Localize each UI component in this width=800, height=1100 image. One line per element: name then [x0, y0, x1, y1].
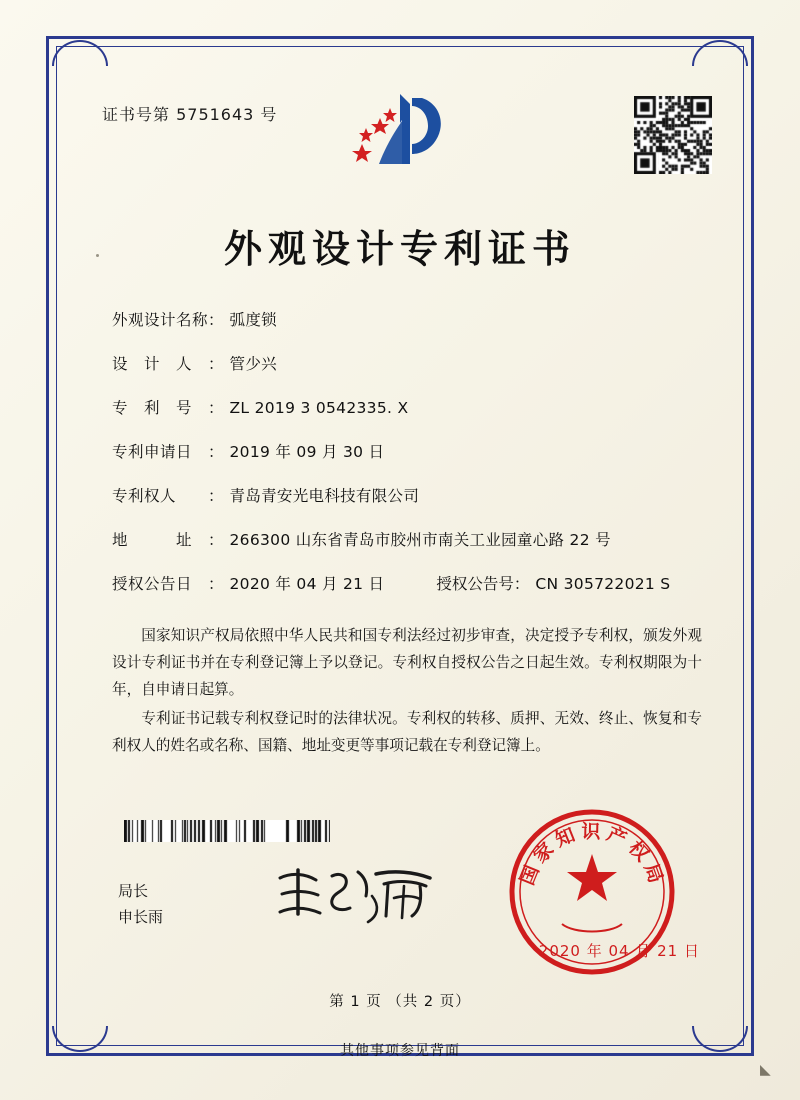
- field-design-name: [112, 308, 704, 330]
- field-label: 设 计 人: [112, 355, 193, 373]
- field-colon: ：: [513, 575, 530, 593]
- barcode: [124, 820, 330, 842]
- field-colon: ：: [208, 311, 224, 329]
- signature-role: 局长: [118, 882, 149, 900]
- field-value: 青岛青安光电科技有限公司: [229, 487, 420, 505]
- field-colon: ：: [208, 355, 224, 373]
- seal-date: 2020 年 04 月 21 日: [538, 942, 700, 960]
- field-designer: [112, 352, 704, 374]
- field-value: 弧度锁: [229, 311, 277, 329]
- field-patent-number: [112, 396, 704, 418]
- qr-code: [634, 96, 712, 174]
- field-colon: ：: [208, 443, 224, 461]
- field-value: ZL 2019 3 0542335. X: [229, 399, 409, 417]
- page-number: 第 1 页 （共 2 页）: [329, 994, 471, 1010]
- certificate-number: 证书号第 5751643 号: [102, 105, 278, 124]
- grant-date-label: 授权公告日: [112, 575, 193, 593]
- field-list: [112, 308, 704, 616]
- field-colon: ：: [208, 575, 224, 593]
- field-label: 专利权人: [112, 487, 177, 505]
- field-value: 2019 年 09 月 30 日: [229, 443, 385, 461]
- cnipa-logo-icon: [340, 90, 460, 186]
- field-label: 地 址: [112, 531, 193, 549]
- page-curl-mark: ◣: [760, 1063, 771, 1078]
- field-patentee: [112, 484, 704, 506]
- page-title: 外观设计专利证书: [223, 226, 576, 271]
- header-row: [80, 90, 720, 200]
- legal-paragraph-2: 专利证书记载专利权登记时的法律状况。专利权的转移、质押、无效、终止、恢复和专利权人的姓名或名称、国籍、地址变更等事项记载在专利登记簿上。: [112, 710, 702, 754]
- legal-paragraph-1: 国家知识产权局依照中华人民共和国专利法经过初步审查，决定授予专利权，颁发外观设计专利证书并在专利登记簿上予以登记。专利权自授权公告之日起生效。专利权期限为十年，自申请日起算。: [112, 627, 702, 698]
- field-label: 专 利 号: [112, 399, 193, 417]
- footnote: 其他事项参见背面: [340, 1043, 460, 1059]
- svg-text:国家知识产权局: 国家知识产权局: [516, 820, 669, 891]
- field-colon: ：: [208, 531, 224, 549]
- signature-name: 申长雨: [118, 908, 164, 926]
- field-label: 外观设计名称: [112, 311, 209, 329]
- field-address: [112, 528, 704, 550]
- field-value: 266300 山东省青岛市胶州市南关工业园童心路 22 号: [229, 531, 611, 549]
- field-value: 管少兴: [229, 355, 277, 373]
- handwritten-signature: [272, 862, 442, 928]
- field-colon: ：: [208, 487, 224, 505]
- grant-publication-value: CN 305722021 S: [535, 575, 671, 593]
- legal-text: [112, 622, 702, 761]
- grant-publication-label: 授权公告号: [436, 575, 514, 593]
- signature-block: [118, 878, 163, 930]
- field-grant-row: [112, 572, 704, 594]
- field-label: 专利申请日: [112, 443, 193, 461]
- field-application-date: [112, 440, 704, 462]
- grant-date-value: 2020 年 04 月 21 日: [229, 575, 385, 593]
- field-colon: ：: [208, 399, 224, 417]
